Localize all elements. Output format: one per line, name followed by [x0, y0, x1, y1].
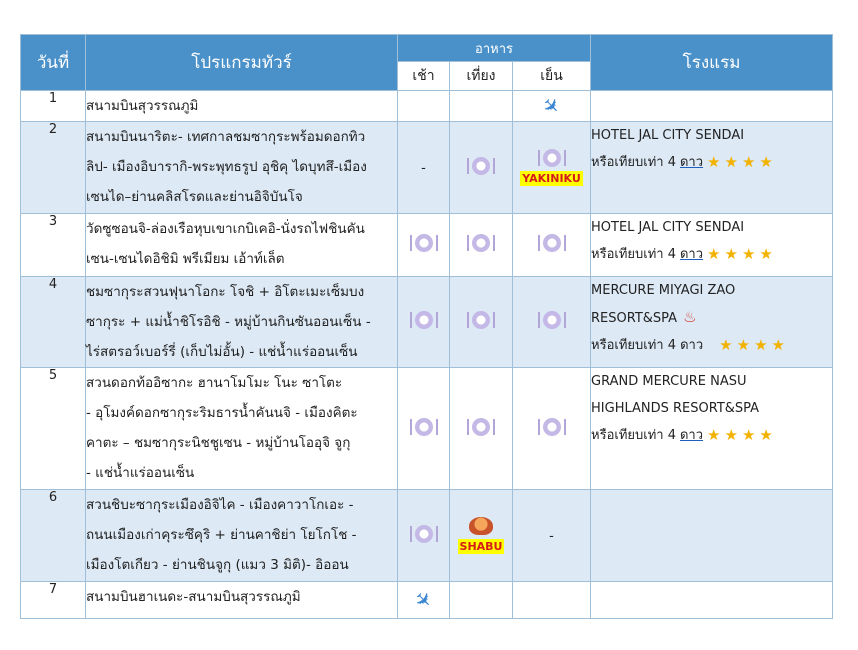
star-icon: ★	[754, 336, 768, 354]
rating-prefix: หรือเทียบเท่า 4 ดาว	[591, 338, 704, 353]
day-number: 2	[21, 122, 86, 214]
airplane-icon: ✈	[409, 585, 438, 615]
lunch-cell	[450, 582, 513, 619]
hotel-rating	[591, 241, 832, 268]
meal-plate-icon	[415, 234, 433, 252]
star-icon: ★	[741, 426, 756, 444]
breakfast-cell	[398, 368, 450, 490]
program-line: สนามบินสุวรรณภูมิ	[86, 98, 199, 114]
star-icon: ★	[741, 153, 756, 171]
program-line: ชมซากุระสวนฟุนาโอกะ โจชิ + อิโตะเมะเซ็มบง	[86, 284, 365, 300]
hotel-name: MERCURE MIYAGI ZAO	[591, 283, 736, 298]
hotpot-icon	[469, 517, 493, 535]
star-icon: ★	[724, 245, 738, 263]
lunch-cell	[450, 490, 513, 582]
hotel-rating	[591, 149, 832, 176]
airplane-icon: ✈	[537, 91, 566, 121]
lunch-cell	[450, 277, 513, 368]
program-line: ลิป- เมืองอิบารากิ-พระพุทธรูป อุชิคุ ไดบุทสึ-เมือง	[86, 159, 367, 175]
day-number: 1	[21, 91, 86, 122]
hotel-rating	[591, 422, 832, 449]
hotel-cell	[591, 582, 833, 619]
header-program: โปรแกรมทัวร์	[86, 35, 398, 91]
dinner-tag: YAKINIKU	[522, 172, 581, 185]
rating-word: ดาว	[679, 428, 704, 443]
lunch-cell	[450, 91, 513, 122]
header-lunch: เที่ยง	[450, 62, 513, 91]
meal-plate-icon	[472, 234, 490, 252]
breakfast-cell	[398, 214, 450, 277]
day-number: 4	[21, 277, 86, 368]
program-line: คาตะ – ชมซากุระนิชชูเซน - หมู่บ้านโออุจิ จูกุ	[86, 435, 351, 451]
star-icon: ★	[707, 153, 721, 171]
table-row	[21, 490, 833, 582]
program-line: สนามบินฮาเนดะ-สนามบินสุวรรณภูมิ	[86, 589, 301, 605]
meal-plate-icon	[543, 418, 561, 436]
itinerary-table	[20, 34, 833, 619]
program-cell	[86, 582, 398, 619]
day-number: 6	[21, 490, 86, 582]
dinner-cell	[513, 368, 591, 490]
star-icon: ★	[759, 153, 773, 171]
star-icon: ★	[707, 426, 721, 444]
program-line: วัดซูซอนจิ-ล่องเรือหุบเขาเกบิเคอิ-นั่งรถไฟชินคัน	[86, 221, 365, 237]
star-icon: ★	[707, 245, 721, 263]
breakfast-cell	[398, 122, 450, 214]
meal-plate-icon	[472, 311, 490, 329]
program-cell	[86, 277, 398, 368]
program-line: สนามบินนาริตะ- เทศกาลชมซากุระพร้อมดอกทิว	[86, 129, 366, 145]
rating-prefix: หรือเทียบเท่า 4	[591, 155, 676, 170]
hotel-name: HOTEL JAL CITY SENDAI	[591, 128, 745, 143]
meal-plate-icon	[543, 149, 561, 167]
header-breakfast: เช้า	[398, 62, 450, 91]
hotel-cell	[591, 214, 833, 277]
table-row	[21, 368, 833, 490]
program-line: สวนดอกท้ออิซากะ ฮานาโมโมะ โนะ ซาโตะ	[86, 375, 343, 391]
dinner-cell	[513, 490, 591, 582]
header-dinner: เย็น	[513, 62, 591, 91]
rating-prefix: หรือเทียบเท่า 4	[591, 247, 676, 262]
header-hotel: โรงแรม	[591, 35, 833, 91]
table-row	[21, 122, 833, 214]
program-cell	[86, 214, 398, 277]
table-row	[21, 582, 833, 619]
rating-prefix: หรือเทียบเท่า 4	[591, 428, 676, 443]
breakfast-cell	[398, 91, 450, 122]
hotel-rating	[591, 332, 832, 359]
rating-word: ดาว	[679, 247, 704, 262]
hotel-name: HOTEL JAL CITY SENDAI	[591, 220, 745, 235]
program-cell	[86, 91, 398, 122]
lunch-cell	[450, 368, 513, 490]
breakfast-cell	[398, 490, 450, 582]
day-number: 7	[21, 582, 86, 619]
program-cell	[86, 368, 398, 490]
meal-plate-icon	[472, 418, 490, 436]
meal-plate-icon	[543, 311, 561, 329]
star-icon: ★	[741, 245, 756, 263]
program-line: เซน-เซนไดอิชิมิ พรีเมียม เอ้าท์เล็ต	[86, 251, 285, 267]
hotel-cell	[591, 91, 833, 122]
lunch-tag: SHABU	[459, 540, 503, 553]
star-icon: ★	[759, 245, 773, 263]
meal-plate-icon	[415, 311, 433, 329]
hotel-cell	[591, 122, 833, 214]
meal-plate-icon	[472, 157, 490, 175]
hotel-cell	[591, 277, 833, 368]
lunch-cell	[450, 122, 513, 214]
lunch-cell	[450, 214, 513, 277]
program-line: เมืองโตเกียว - ย่านชินจูกุ (แมว 3 มิติ)- อิออน	[86, 557, 349, 573]
star-icon: ★	[736, 336, 751, 354]
hotel-name-line2: RESORT&SPA ♨	[591, 308, 697, 326]
meal-plate-icon	[543, 234, 561, 252]
table-row	[21, 214, 833, 277]
dinner-cell	[513, 277, 591, 368]
program-cell	[86, 490, 398, 582]
star-icon: ★	[724, 153, 738, 171]
hotel-name-line2: HIGHLANDS RESORT&SPA	[591, 401, 760, 416]
program-line: ซากุระ + แม่น้ำชิโรอิชิ - หมู่บ้านกินซันออนเซ็น -	[86, 314, 371, 330]
program-line: ไร่สตรอว์เบอร์รี่ (เก็บไม่อั้น) - แช่น้ำแร่ออนเซ็น	[86, 344, 358, 360]
table-row	[21, 91, 833, 122]
program-line: สวนชิบะซากุระเมืองอิจิไค - เมืองคาวาโกเอะ -	[86, 497, 354, 513]
rating-word: ดาว	[679, 155, 704, 170]
star-icon: ★	[724, 426, 738, 444]
dinner-cell	[513, 582, 591, 619]
header-meals: อาหาร	[398, 35, 591, 62]
table-row	[21, 277, 833, 368]
no-meal-dash: -	[421, 160, 426, 176]
header-day: วันที่	[21, 35, 86, 91]
program-cell	[86, 122, 398, 214]
program-line: - อุโมงค์ดอกซากุระริมธารน้ำคันนจิ - เมืองคิตะ	[86, 405, 358, 421]
no-meal-dash: -	[549, 528, 554, 544]
meal-plate-icon	[415, 418, 433, 436]
program-line: ถนนเมืองเก่าคุระซึคุริ + ย่านคาชิย่า โยโกโช -	[86, 527, 357, 543]
program-line: เซนได–ย่านคลิสโรดและย่านอิจิบันโจ	[86, 189, 303, 205]
program-line: - แช่น้ำแร่ออนเซ็น	[86, 465, 195, 481]
star-icon: ★	[719, 336, 733, 354]
hotel-name: GRAND MERCURE NASU	[591, 374, 747, 389]
breakfast-cell	[398, 277, 450, 368]
breakfast-cell	[398, 582, 450, 619]
day-number: 3	[21, 214, 86, 277]
dinner-cell	[513, 214, 591, 277]
hotel-cell	[591, 368, 833, 490]
dinner-cell	[513, 122, 591, 214]
day-number: 5	[21, 368, 86, 490]
star-icon: ★	[759, 426, 773, 444]
star-icon: ★	[771, 336, 785, 354]
dinner-cell	[513, 91, 591, 122]
onsen-icon: ♨	[683, 308, 697, 326]
hotel-cell	[591, 490, 833, 582]
meal-plate-icon	[415, 525, 433, 543]
